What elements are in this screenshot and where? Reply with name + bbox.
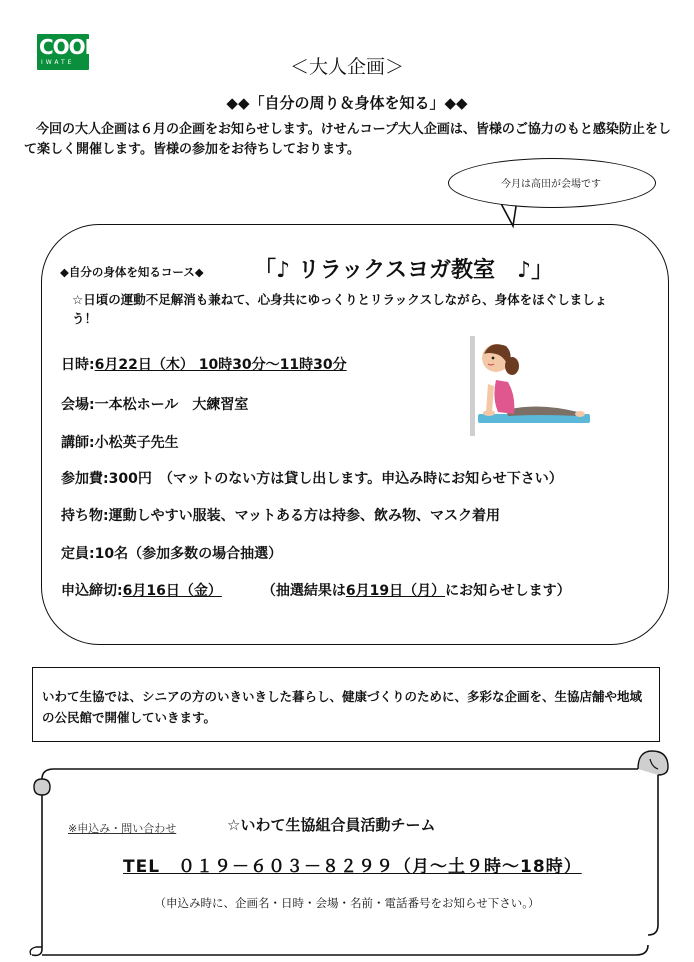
- detail-deadline: [61, 580, 571, 600]
- logo-subtext: IWATE: [41, 59, 75, 66]
- contact-label-text: ※申込み・問い合わせ: [68, 822, 177, 835]
- contact-label: [68, 820, 176, 836]
- result-date: 6月19日（月）: [345, 583, 446, 599]
- course-description: ☆日頃の運動不足解消も兼ねて、心身共にゆっくりとリラックスしながら、身体をほぐしましょう！: [72, 292, 608, 326]
- contact-tel: [123, 852, 582, 877]
- contact-tel-text: TEL ０１９－６０３－８２９９（月～土９時～18時）: [123, 857, 582, 877]
- date-label: 日時:: [61, 357, 95, 373]
- logo-text: COOP: [39, 35, 99, 59]
- course-title: 「♪ リラックスヨガ教室 ♪」: [254, 258, 554, 283]
- course-heading: ◆自分の身体を知るコース◆: [60, 265, 204, 279]
- page-title: ＜大人企画＞: [289, 56, 404, 78]
- detail-instructor: 講師:小松英子先生: [61, 435, 179, 451]
- detail-fee: 参加費:300円 （マットのない方は貸し出します。申込み時にお知らせ下さい）: [61, 471, 563, 487]
- deadline-label: 申込締切:: [61, 583, 123, 599]
- detail-items: 持ち物:運動しやすい服装、マットある方は持参、飲み物、マスク着用: [61, 508, 501, 524]
- page-subtitle: ◆◆「自分の周り＆身体を知る」◆◆: [226, 94, 468, 112]
- intro-paragraph: 今回の大人企画は６月の企画をお知らせします。けせんコープ大人企画は、皆様のご協力のもと感染防止をして楽しく開催します。皆様の参加をお待ちしております。: [24, 122, 671, 157]
- yoga-illustration: [468, 336, 594, 438]
- detail-date: [61, 354, 347, 374]
- contact-team: ☆いわて生協組合員活動チーム: [227, 816, 436, 834]
- info-text: いわて生協では、シニアの方のいきいきした暮らし、健康づくりのために、多彩な企画を、生協店舗や地域の公民館で開催していきます。: [42, 689, 643, 725]
- result-suffix: にお知らせします）: [445, 583, 571, 599]
- result-prefix: （抽選結果は: [261, 583, 346, 599]
- date-value: 6月22日（木） 10時30分～11時30分: [94, 357, 347, 373]
- deadline-value: 6月16日（金）: [122, 583, 222, 599]
- contact-footer: （申込み時に、企画名・日時・会場・名前・電話番号をお知らせ下さい。）: [154, 896, 540, 910]
- detail-capacity: 定員:10名（参加多数の場合抽選）: [61, 546, 283, 562]
- detail-venue: 会場:一本松ホール 大練習室: [61, 397, 249, 413]
- speech-bubble-text: 今月は高田が会場です: [501, 179, 601, 190]
